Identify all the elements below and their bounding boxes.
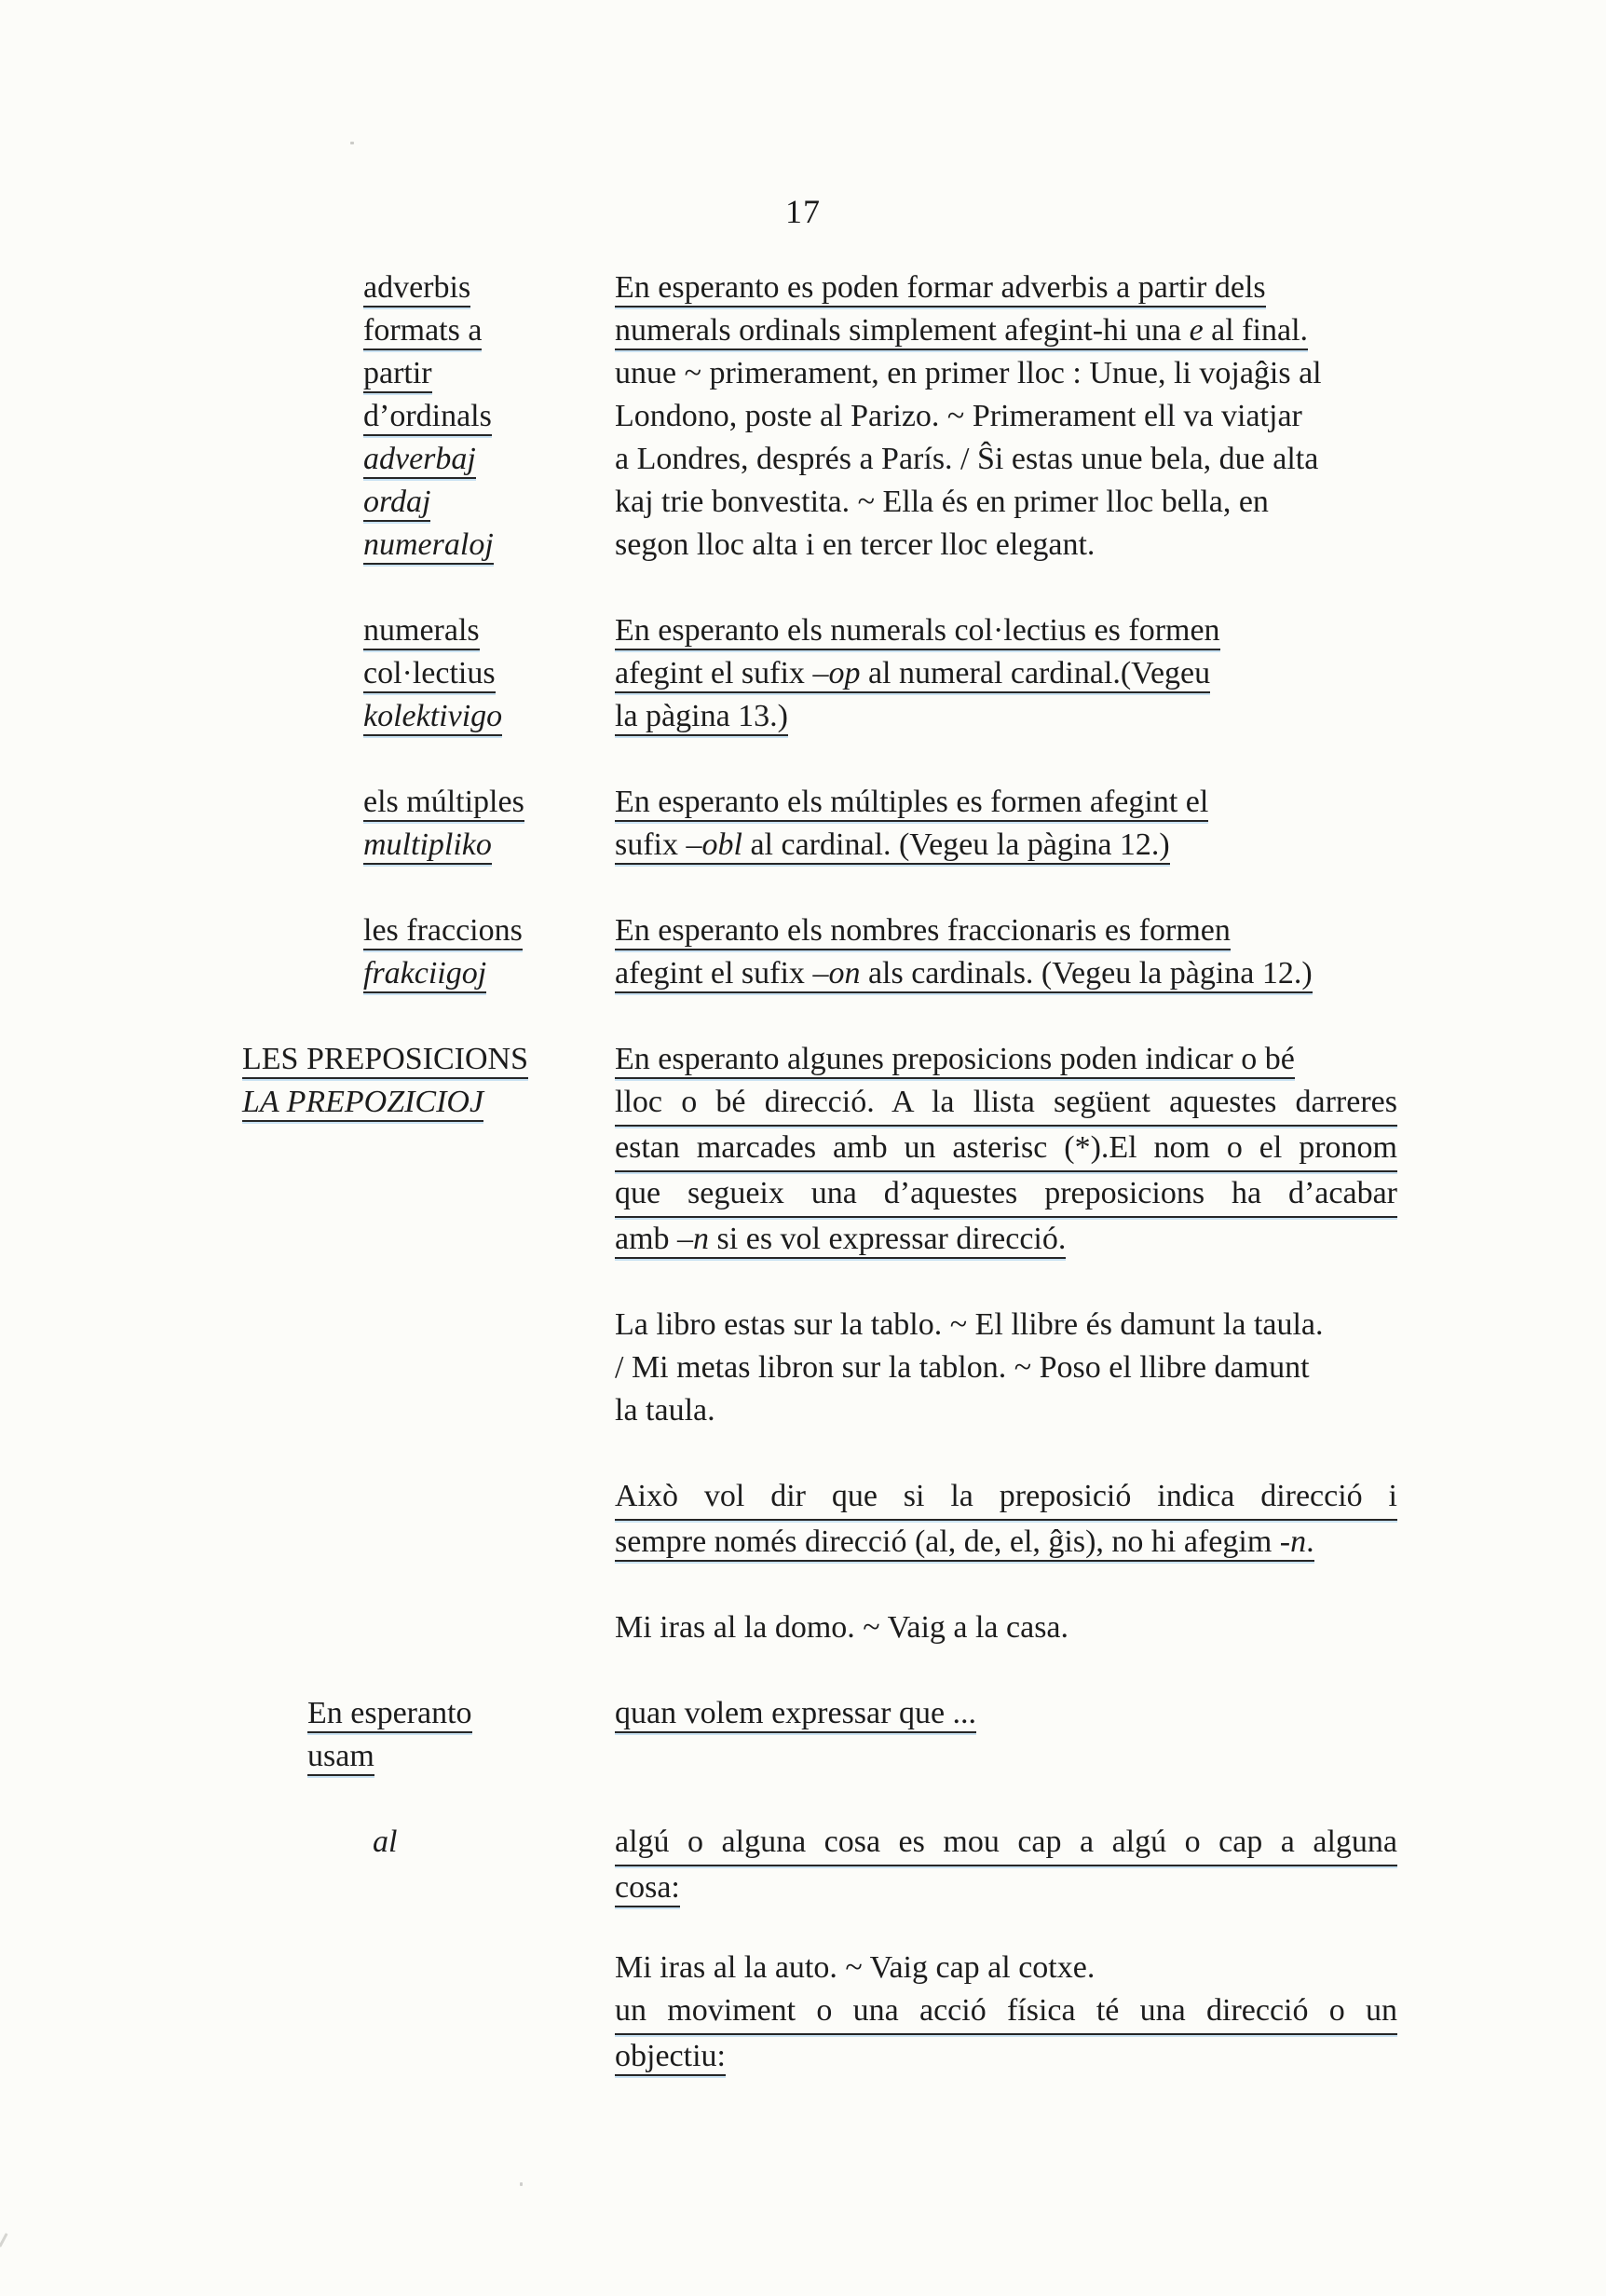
body-line-text: sufix –obl al cardinal. (Vegeu la pàgina 12.) (615, 827, 1170, 865)
term-line (363, 652, 615, 695)
body-line (615, 1038, 1397, 1081)
body-line-text: lloc o bé direcció. A la llista següent aquestes darreres (615, 1081, 1397, 1127)
body-line-text: quan volem expressar que ... (615, 1696, 976, 1733)
term-column (242, 1692, 615, 1778)
term-line (363, 609, 615, 652)
body-line (615, 781, 1397, 824)
term-line-text: numeraloj (363, 527, 494, 565)
body-line-text: numerals ordinals simplement afegint-hi una e al final. (615, 313, 1308, 350)
body-line-text: algú o alguna cosa es mou cap a algú o cap a alguna (615, 1821, 1397, 1866)
section-les-fraccions (242, 909, 1397, 995)
body-line (615, 1866, 1397, 1909)
term-line (307, 1692, 615, 1735)
term-line-text: ordaj (363, 485, 430, 522)
body-line (615, 309, 1397, 352)
body-line-text: unue ~ primerament, en primer lloc : Unue, li vojaĝis al (615, 356, 1322, 390)
body-line (615, 1304, 1397, 1346)
body-line (615, 395, 1397, 438)
body-line (615, 1218, 1397, 1261)
term-column (242, 266, 615, 567)
term-line-text: les fraccions (363, 913, 523, 950)
term-line (363, 824, 615, 867)
section-exemple-sur-tablo (242, 1304, 1397, 1432)
content (242, 266, 1397, 2078)
term-line (363, 695, 615, 738)
body-line-text: objectiu: (615, 2039, 726, 2076)
body-line (615, 609, 1397, 652)
body-line (615, 1389, 1397, 1432)
term-line-text: kolektivigo (363, 699, 502, 736)
body-line-text: un moviment o una acció física té una direcció o un (615, 1989, 1397, 2035)
body-line-text: En esperanto els múltiples es formen afegint el (615, 785, 1208, 822)
body-line (615, 1692, 1397, 1735)
body-line-text: que segueix una d’aquestes preposicions ha d’acabar (615, 1172, 1397, 1218)
body-line-text: Mi iras al la auto. ~ Vaig cap al cotxe. (615, 1950, 1096, 1985)
body-line (615, 1947, 1397, 1989)
term-line-text: multipliko (363, 827, 492, 865)
term-line-text: frakciigoj (363, 956, 486, 993)
body-line-text: Això vol dir que si la preposició indica direcció i (615, 1475, 1397, 1521)
section-preposicio-al (242, 1821, 1397, 2078)
body-column (615, 266, 1397, 567)
body-column (615, 1821, 1397, 2078)
body-line (615, 266, 1397, 309)
section-exemple-domo (242, 1606, 1397, 1649)
spacer (615, 1909, 1397, 1947)
term-line-text: LA PREPOZICIOJ (242, 1085, 483, 1122)
scan-artifact (520, 2182, 523, 2186)
term-line (242, 1038, 615, 1081)
body-line (615, 1127, 1397, 1172)
body-column (615, 781, 1397, 867)
body-line-text: amb –n si es vol expressar direcció. (615, 1222, 1066, 1259)
body-line (615, 695, 1397, 738)
section-numerals-collectius (242, 609, 1397, 738)
term-column (242, 1821, 615, 1864)
body-line-text: En esperanto algunes preposicions poden indicar o bé (615, 1042, 1295, 1079)
term-line-text: els múltiples (363, 785, 524, 822)
section-adverbis-from-ordinals (242, 266, 1397, 567)
term-column (242, 781, 615, 867)
term-line-text: adverbaj (363, 442, 476, 479)
term-line (363, 909, 615, 952)
body-line (615, 1821, 1397, 1866)
body-line (615, 1346, 1397, 1389)
body-line-text: / Mi metas libron sur la tablon. ~ Poso el llibre damunt (615, 1350, 1310, 1385)
body-line-text: kaj trie bonvestita. ~ Ella és en primer lloc bella, en (615, 485, 1269, 519)
body-line-text: cosa: (615, 1870, 680, 1907)
term-column (242, 1038, 615, 1124)
scan-artifact (0, 2233, 8, 2248)
term-line-text: partir (363, 356, 432, 393)
body-line (615, 824, 1397, 867)
page-number: 17 (785, 193, 821, 230)
term-line-text: En esperanto (307, 1696, 472, 1733)
term-line (363, 781, 615, 824)
term-column (242, 609, 615, 738)
body-line (615, 524, 1397, 567)
term-line-text: numerals (363, 613, 480, 650)
body-line (615, 652, 1397, 695)
body-line-text: Londono, poste al Parizo. ~ Primerament ell va viatjar (615, 399, 1302, 433)
term-line-text: adverbis (363, 270, 470, 308)
body-line-text: segon lloc alta i en tercer lloc elegant. (615, 527, 1096, 562)
term-line-text: LES PREPOSICIONS (242, 1042, 528, 1079)
body-line (615, 1081, 1397, 1127)
term-column (242, 909, 615, 995)
term-line (363, 352, 615, 395)
body-line-text: Mi iras al la domo. ~ Vaig a la casa. (615, 1610, 1069, 1645)
term-line (363, 481, 615, 524)
body-line-text: la taula. (615, 1393, 715, 1428)
term-line-text: col·lectius (363, 656, 496, 693)
body-line-text: En esperanto els numerals col·lectius es formen (615, 613, 1220, 650)
body-line-text: a Londres, després a París. / Ŝi estas unue bela, due alta (615, 442, 1319, 476)
term-line-text: usam (307, 1739, 374, 1776)
term-line (363, 309, 615, 352)
term-line (242, 1081, 615, 1124)
body-line (615, 952, 1397, 995)
section-els-multiples (242, 781, 1397, 867)
body-line (615, 352, 1397, 395)
body-line-text: En esperanto els nombres fraccionaris es formen (615, 913, 1231, 950)
body-line (615, 481, 1397, 524)
body-line (615, 1989, 1397, 2035)
section-les-preposicions (242, 1038, 1397, 1261)
term-line (363, 524, 615, 567)
term-line (363, 266, 615, 309)
body-line (615, 438, 1397, 481)
term-line (373, 1821, 615, 1864)
body-line (615, 1475, 1397, 1521)
body-line-text: sempre només direcció (al, de, el, ĝis), no hi afegim -n. (615, 1524, 1314, 1562)
term-line (363, 952, 615, 995)
scan-artifact (350, 142, 354, 144)
body-line (615, 1606, 1397, 1649)
body-line-text: estan marcades amb un asterisc (*).El nom o el pronom (615, 1127, 1397, 1172)
term-line-text: d’ordinals (363, 399, 492, 436)
body-line-text: La libro estas sur la tablo. ~ El llibre és damunt la taula. (615, 1307, 1324, 1342)
term-line (363, 395, 615, 438)
body-line (615, 909, 1397, 952)
body-line-text: afegint el sufix –on als cardinals. (Vegeu la pàgina 12.) (615, 956, 1313, 993)
body-column (615, 1606, 1397, 1649)
body-line (615, 1521, 1397, 1564)
term-line-text: formats a (363, 313, 482, 350)
body-line (615, 2035, 1397, 2078)
body-line-text: la pàgina 13.) (615, 699, 788, 736)
body-line-text: afegint el sufix –op al numeral cardinal.(Vegeu (615, 656, 1210, 693)
body-column (615, 909, 1397, 995)
term-line-text: al (373, 1824, 398, 1859)
body-column (615, 1304, 1397, 1432)
section-en-esperanto-usam (242, 1692, 1397, 1778)
body-column (615, 1038, 1397, 1261)
body-column (615, 1475, 1397, 1564)
term-line (363, 438, 615, 481)
body-line-text: En esperanto es poden formar adverbis a partir dels (615, 270, 1266, 308)
section-nota-direccio (242, 1475, 1397, 1564)
term-line (307, 1735, 615, 1778)
body-line (615, 1172, 1397, 1218)
body-column (615, 1692, 1397, 1735)
body-column (615, 609, 1397, 738)
